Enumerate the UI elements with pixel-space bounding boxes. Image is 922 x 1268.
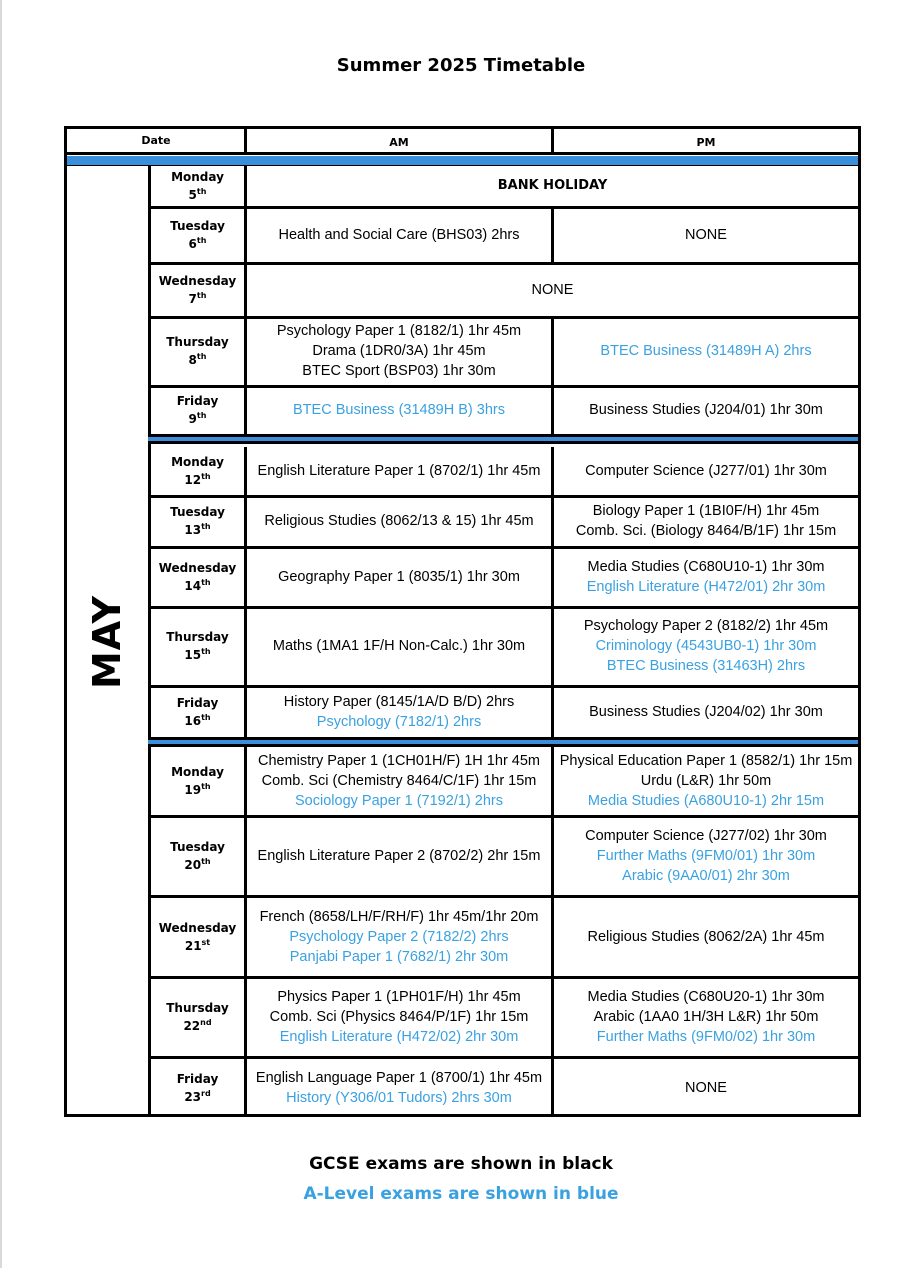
day-number-value: 14 <box>184 578 202 593</box>
am-cell <box>247 317 551 385</box>
day-cell <box>151 747 244 815</box>
pm-cell <box>554 897 858 976</box>
exam-entry: Psychology Paper 2 (7182/2) 2hrs <box>289 928 509 945</box>
am-cell <box>247 447 551 495</box>
day-number-value: 8 <box>188 353 197 367</box>
am-cell <box>247 207 551 262</box>
day-suffix: th <box>196 411 207 420</box>
day-number <box>184 781 210 799</box>
exam-entry: English Literature Paper 1 (8702/1) 1hr 45m <box>257 463 541 479</box>
exam-entry: Health and Social Care (BHS03) 2hrs <box>278 226 520 243</box>
exam-entry: Computer Science (J277/01) 1hr 30m <box>585 463 827 479</box>
am-cell <box>247 607 551 685</box>
day-name: Tuesday <box>170 218 225 233</box>
day-name: Tuesday <box>170 839 225 854</box>
exam-entry: BTEC Sport (BSP03) 1hr 30m <box>302 363 496 379</box>
header-date: Date <box>141 133 171 147</box>
day-suffix: th <box>196 235 207 245</box>
exam-entry: Arabic (9AA0/01) 2hr 30m <box>622 867 790 884</box>
timetable <box>64 126 861 1117</box>
day-number <box>184 712 210 730</box>
exam-entry: Business Studies (J204/01) 1hr 30m <box>589 402 823 418</box>
day-suffix: st <box>201 937 211 947</box>
pm-cell <box>554 747 858 815</box>
day-suffix: nd <box>200 1018 212 1027</box>
day-number-value: 20 <box>184 857 202 872</box>
page-edge-line <box>0 0 2 1268</box>
day-suffix: th <box>201 856 211 866</box>
day-cell <box>151 547 244 606</box>
day-name: Thursday <box>166 1001 229 1015</box>
day-number <box>183 1017 211 1035</box>
day-number <box>185 937 210 955</box>
day-suffix: th <box>196 290 207 300</box>
exam-entry: French (8658/LH/F/RH/F) 1hr 45m/1hr 20m <box>259 908 539 925</box>
day-cell <box>151 166 244 206</box>
header-band <box>67 156 858 165</box>
exam-entry: Comb. Sci (Physics 8464/P/1F) 1hr 15m <box>269 1009 529 1025</box>
day-suffix: rd <box>201 1089 211 1098</box>
exam-entry: Arabic (1AA0 1H/3H L&R) 1hr 50m <box>593 1009 819 1025</box>
pm-cell <box>554 447 858 495</box>
exam-entry: Biology Paper 1 (1BI0F/H) 1hr 45m <box>592 503 820 519</box>
day-cell <box>151 317 244 385</box>
pm-cell <box>554 978 858 1056</box>
legend-gcse: GCSE exams are shown in black <box>309 1154 613 1174</box>
pm-cell <box>554 687 858 737</box>
day-suffix: th <box>201 713 211 722</box>
day-cell <box>151 1059 244 1117</box>
exam-entry: Comb. Sci (Chemistry 8464/C/1F) 1hr 15m <box>261 773 537 789</box>
day-name: Wednesday <box>158 920 237 935</box>
day-number <box>189 351 207 369</box>
day-number-value: 16 <box>184 714 202 728</box>
header-pm: PM <box>696 135 716 149</box>
header-divider <box>244 129 247 153</box>
pm-cell <box>554 816 858 895</box>
day-cell <box>151 496 244 546</box>
day-cell <box>151 386 244 434</box>
exam-entry: English Literature Paper 2 (8702/2) 2hr 15m <box>257 847 541 864</box>
pm-cell <box>554 317 858 385</box>
exam-entry: Physical Education Paper 1 (8582/1) 1hr 15m <box>559 753 853 769</box>
am-cell <box>247 1059 551 1117</box>
am-cell <box>247 496 551 546</box>
page-title: Summer 2025 Timetable <box>336 55 586 76</box>
day-number <box>184 1088 210 1106</box>
day-suffix: th <box>201 522 211 531</box>
day-number <box>184 521 210 539</box>
exam-entry: BTEC Business (31463H) 2hrs <box>606 658 806 674</box>
day-number-value: 7 <box>188 291 197 306</box>
spanning-cell: BANK HOLIDAY <box>497 178 608 193</box>
day-name: Monday <box>171 765 224 779</box>
exam-entry: Religious Studies (8062/13 & 15) 1hr 45m <box>264 513 534 529</box>
day-number <box>184 471 210 489</box>
exam-entry: Psychology (7182/1) 2hrs <box>316 714 482 730</box>
day-number-value: 19 <box>184 783 202 797</box>
exam-entry: Religious Studies (8062/2A) 1hr 45m <box>587 928 825 945</box>
exam-entry: NONE <box>685 226 727 243</box>
exam-entry: Business Studies (J204/02) 1hr 30m <box>589 704 823 720</box>
day-name: Friday <box>176 696 219 710</box>
day-number-value: 22 <box>183 1019 201 1033</box>
pm-cell <box>554 607 858 685</box>
exam-entry: BTEC Business (31489H A) 2hrs <box>600 343 812 359</box>
am-cell <box>247 747 551 815</box>
exam-entry: Psychology Paper 2 (8182/2) 1hr 45m <box>583 618 829 634</box>
day-suffix: th <box>196 352 207 361</box>
exam-entry: Drama (1DR0/3A) 1hr 45m <box>312 343 486 359</box>
day-name: Monday <box>171 170 224 184</box>
exam-entry: History Paper (8145/1A/D B/D) 2hrs <box>283 694 515 710</box>
day-number <box>184 856 210 874</box>
exam-entry: BTEC Business (31489H B) 3hrs <box>293 402 505 418</box>
day-suffix: th <box>201 472 211 481</box>
day-name: Monday <box>171 455 224 469</box>
day-name: Thursday <box>166 335 229 349</box>
pm-cell <box>554 386 858 434</box>
exam-entry: Physics Paper 1 (1PH01F/H) 1hr 45m <box>277 989 521 1005</box>
day-cell <box>151 207 244 262</box>
pm-cell <box>554 547 858 606</box>
am-cell <box>247 816 551 895</box>
month-label: MAY <box>85 594 130 689</box>
exam-entry: Further Maths (9FM0/01) 1hr 30m <box>596 847 816 864</box>
exam-entry: History (Y306/01 Tudors) 2hrs 30m <box>286 1090 512 1106</box>
exam-entry: English Literature (H472/02) 2hr 30m <box>279 1029 519 1045</box>
exam-entry: Psychology Paper 1 (8182/1) 1hr 45m <box>276 323 522 339</box>
day-name: Wednesday <box>158 560 237 575</box>
exam-entry: Maths (1MA1 1F/H Non-Calc.) 1hr 30m <box>272 638 526 654</box>
am-cell <box>247 547 551 606</box>
exam-entry: Media Studies (A680U10-1) 2hr 15m <box>587 793 825 809</box>
day-name: Friday <box>176 394 219 408</box>
day-suffix: th <box>201 782 211 791</box>
exam-entry: English Language Paper 1 (8700/1) 1hr 45m <box>255 1070 543 1086</box>
exam-entry: Criminology (4543UB0-1) 1hr 30m <box>595 638 817 654</box>
day-suffix: th <box>201 577 211 587</box>
day-cell <box>151 816 244 895</box>
exam-entry: English Literature (H472/01) 2hr 30m <box>586 578 826 595</box>
day-suffix: th <box>201 647 211 656</box>
day-number <box>189 186 207 204</box>
exam-entry: Computer Science (J277/02) 1hr 30m <box>585 827 827 844</box>
exam-entry: NONE <box>685 1080 727 1096</box>
exam-entry: Urdu (L&R) 1hr 50m <box>640 773 772 789</box>
day-number <box>189 235 207 253</box>
am-cell <box>247 687 551 737</box>
day-suffix: th <box>196 187 207 196</box>
week-separator <box>148 744 858 747</box>
day-number-value: 13 <box>184 523 202 537</box>
exam-entry: Panjabi Paper 1 (7682/1) 2hr 30m <box>289 948 509 965</box>
day-number-value: 21 <box>184 938 202 953</box>
day-cell <box>151 607 244 685</box>
day-name: Wednesday <box>158 273 237 288</box>
exam-entry: Further Maths (9FM0/02) 1hr 30m <box>596 1029 816 1045</box>
exam-entry: Sociology Paper 1 (7192/1) 2hrs <box>295 793 503 809</box>
header-bottom-line <box>67 152 858 155</box>
legend-alevel: A-Level exams are shown in blue <box>303 1184 619 1204</box>
day-number-value: 23 <box>184 1090 202 1104</box>
day-cell <box>151 897 244 976</box>
day-number-value: 9 <box>188 412 197 426</box>
day-cell <box>151 447 244 495</box>
day-number <box>189 290 207 308</box>
exam-entry: Media Studies (C680U10-1) 1hr 30m <box>587 558 825 575</box>
day-cell <box>151 687 244 737</box>
day-number <box>184 646 210 664</box>
exam-entry: Media Studies (C680U20-1) 1hr 30m <box>587 989 825 1005</box>
day-number-value: 15 <box>184 648 202 662</box>
pm-cell <box>554 496 858 546</box>
am-cell <box>247 978 551 1056</box>
am-cell <box>247 897 551 976</box>
day-name: Thursday <box>166 630 229 644</box>
header-divider <box>551 129 554 153</box>
exam-entry: Geography Paper 1 (8035/1) 1hr 30m <box>278 568 520 585</box>
day-name: Friday <box>176 1072 219 1086</box>
pm-cell <box>554 207 858 262</box>
pm-cell <box>554 1059 858 1117</box>
day-number-value: 12 <box>184 473 202 487</box>
day-number-value: 5 <box>188 188 197 202</box>
am-cell <box>247 386 551 434</box>
day-number <box>189 410 207 428</box>
spanning-cell: NONE <box>531 281 574 298</box>
exam-entry: Comb. Sci. (Biology 8464/B/1F) 1hr 15m <box>575 523 837 539</box>
day-number-value: 6 <box>188 236 197 251</box>
day-number <box>184 577 210 595</box>
exam-entry: Chemistry Paper 1 (1CH01H/F) 1H 1hr 45m <box>257 753 541 769</box>
week-separator <box>148 441 858 444</box>
day-cell <box>151 978 244 1056</box>
header-am: AM <box>389 135 409 149</box>
day-cell <box>151 263 244 316</box>
day-name: Tuesday <box>170 505 225 519</box>
